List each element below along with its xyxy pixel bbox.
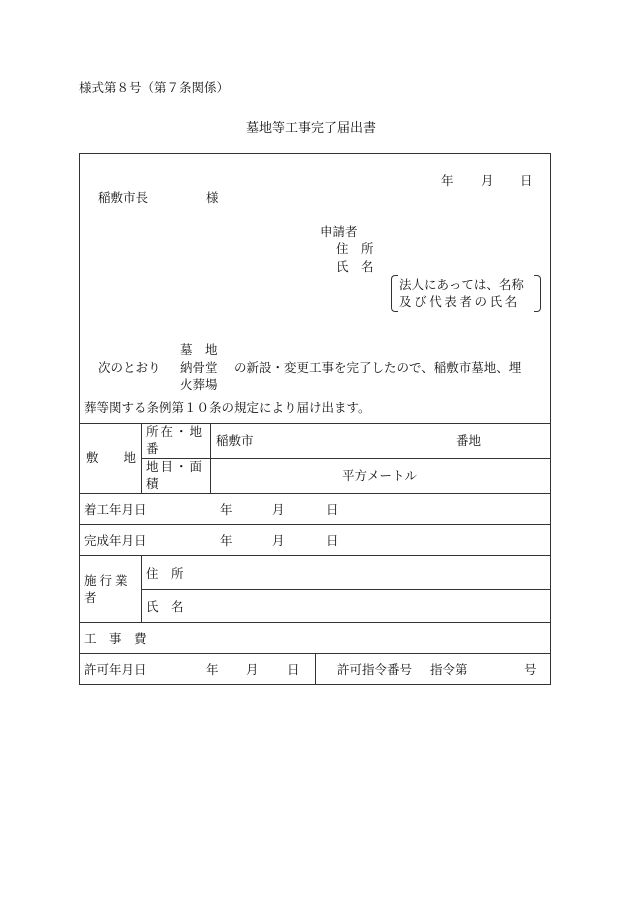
addressee-honorific: 様 (206, 190, 219, 205)
permit-date-year: 年 (206, 662, 219, 677)
contractor-name-label: 氏 名 (146, 599, 184, 614)
corp-note-bracket-right (534, 275, 541, 312)
addressee-name: 稲敷市長 (98, 190, 149, 205)
start-date-label: 着工年月日 (84, 502, 147, 517)
location-label-line-1: 所在・地 (146, 424, 205, 439)
permit-number-label: 許可指令番号 (337, 662, 413, 677)
date-year-label: 年 (441, 173, 454, 188)
start-date-year: 年 (220, 502, 233, 517)
applicant-name-label: 氏 名 (336, 259, 374, 274)
date-month-label: 月 (481, 173, 494, 188)
site-label: 敷 地 (86, 450, 137, 465)
facility-option-ossuary: 納骨堂 (180, 360, 218, 375)
completion-date-label: 完成年月日 (84, 533, 147, 548)
body-prefix: 次のとおり (98, 360, 161, 375)
location-city: 稲敷市 (216, 433, 254, 448)
body-second-line: 葬等関する条例第１０条の規定により届け出ます。 (84, 400, 371, 415)
facility-option-cemetery: 墓 地 (180, 342, 218, 357)
start-date-month: 月 (272, 502, 285, 517)
date-day-label: 日 (520, 173, 533, 188)
location-label-line-2: 番 (146, 441, 159, 456)
permit-number-suffix: 号 (524, 662, 537, 677)
contractor-label-line-2: 者 (84, 590, 97, 605)
applicant-heading: 申請者 (320, 224, 358, 239)
site-col-divider (141, 423, 142, 493)
construction-cost-label: 工 事 費 (84, 631, 147, 646)
area-label-line-2: 積 (146, 476, 159, 491)
corp-note-line-1: 法人にあっては、名称 (399, 277, 524, 292)
applicant-address-label: 住 所 (336, 241, 374, 256)
row-line-completion (79, 524, 551, 525)
contractor-row-divider (141, 589, 551, 590)
corp-note-bracket-left (391, 275, 398, 312)
row-line-contractor (79, 555, 551, 556)
row-line-start (79, 493, 551, 494)
contractor-col-divider (141, 555, 142, 622)
form-number: 様式第８号（第７条関係） (79, 80, 230, 95)
contractor-address-label: 住 所 (146, 566, 184, 581)
permit-date-month: 月 (246, 662, 259, 677)
start-date-day: 日 (326, 502, 339, 517)
site-sub-col-divider (210, 423, 211, 493)
row-line-cost (79, 622, 551, 623)
facility-option-crematorium: 火葬場 (180, 377, 218, 392)
location-suffix: 番地 (456, 433, 482, 448)
document-title: 墓地等工事完了届出書 (246, 121, 377, 136)
completion-date-day: 日 (326, 533, 339, 548)
permit-date-day: 日 (287, 662, 300, 677)
permit-date-label: 許可年月日 (84, 662, 147, 677)
permit-col-divider (315, 653, 316, 685)
area-unit: 平方メートル (342, 468, 418, 483)
area-label-line-1: 地目・面 (146, 459, 205, 474)
contractor-label-line-1: 施行業 (84, 573, 131, 588)
completion-date-year: 年 (220, 533, 233, 548)
permit-order-prefix: 指令第 (430, 662, 468, 677)
corp-note-line-2: 及び代表者の氏名 (399, 294, 520, 309)
body-main-text: の新設・変更工事を完了したので、稲敷市墓地、埋 (234, 360, 522, 375)
completion-date-month: 月 (272, 533, 285, 548)
